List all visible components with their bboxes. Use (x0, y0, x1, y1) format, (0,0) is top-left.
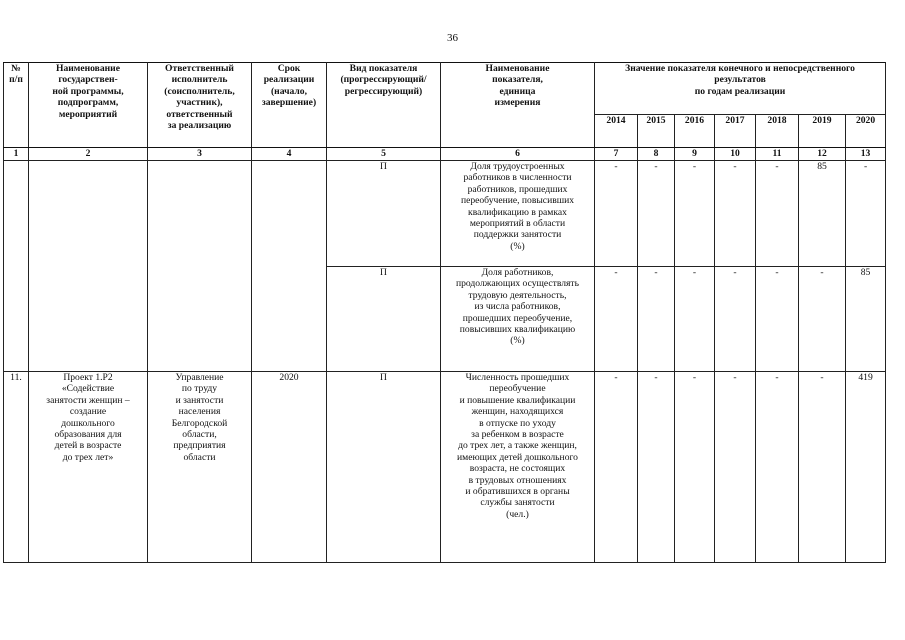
header-indicator-type: Вид показателя (прогрессирующий/ регрессирующий) (327, 63, 441, 148)
value-cell: - (715, 267, 756, 372)
column-number: 11 (756, 148, 799, 161)
column-number: 6 (441, 148, 595, 161)
header-row (4, 63, 886, 115)
column-number: 12 (799, 148, 846, 161)
header-term: Срок реализации (начало, завершение) (252, 63, 327, 148)
value-cell: - (675, 267, 715, 372)
indicator-name-cell: Доля работников, продолжающих осуществлять трудовую деятельность, из числа работников, прошедших переобучение, повысивших квалификацию (%) (441, 267, 595, 372)
indicator-name-cell: Доля трудоустроенных работников в численности работников, прошедших переобучение, повысивших квалификацию в рамках мероприятий в области поддержки занятости (%) (441, 161, 595, 267)
indicator-type-cell: П (327, 161, 441, 267)
value-cell: - (595, 161, 638, 267)
header-year: 2019 (799, 115, 846, 148)
value-cell: - (638, 267, 675, 372)
column-number: 3 (148, 148, 252, 161)
column-number: 9 (675, 148, 715, 161)
header-year: 2014 (595, 115, 638, 148)
value-cell: - (715, 161, 756, 267)
column-number: 7 (595, 148, 638, 161)
value-cell: - (675, 161, 715, 267)
table-row (4, 161, 886, 267)
column-number: 10 (715, 148, 756, 161)
empty-cell (148, 161, 252, 372)
empty-cell (4, 161, 29, 372)
header-year: 2016 (675, 115, 715, 148)
value-cell: - (638, 161, 675, 267)
value-cell: - (799, 372, 846, 563)
header-year: 2015 (638, 115, 675, 148)
header-year: 2020 (846, 115, 886, 148)
value-cell: - (799, 267, 846, 372)
header-program: Наименование государствен- ной программы, подпрограмм, мероприятий (29, 63, 148, 148)
indicators-table (3, 62, 886, 563)
column-number: 2 (29, 148, 148, 161)
value-cell: - (756, 161, 799, 267)
row-number-cell: 11. (4, 372, 29, 563)
column-number: 5 (327, 148, 441, 161)
value-cell: - (638, 372, 675, 563)
column-number: 13 (846, 148, 886, 161)
table-row (4, 372, 886, 563)
empty-cell (29, 161, 148, 372)
value-cell: 419 (846, 372, 886, 563)
value-cell: 85 (799, 161, 846, 267)
indicator-name-cell: Численность прошедших переобучение и повышение квалификации женщин, находящихся в отпуске по уходу за ребенком в возрасте до трех лет, а также женщин, имеющих детей дошкольного возраста, не состоящих в трудовых отношениях и обратившихся в органы службы занятости (чел.) (441, 372, 595, 563)
indicator-type-cell: П (327, 372, 441, 563)
header-indicator-name: Наименование показателя, единица измерения (441, 63, 595, 148)
value-cell: 85 (846, 267, 886, 372)
responsible-cell: Управление по труду и занятости населения Белгородской области, предприятия области (148, 372, 252, 563)
empty-cell (252, 161, 327, 372)
header-year: 2017 (715, 115, 756, 148)
column-numbers-row (4, 148, 886, 161)
value-cell: - (756, 267, 799, 372)
value-cell: - (715, 372, 756, 563)
value-cell: - (675, 372, 715, 563)
page-number: 36 (447, 32, 458, 44)
program-name-cell: Проект 1.Р2 «Содействие занятости женщин – создание дошкольного образования для детей в возрасте до трех лет» (29, 372, 148, 563)
column-number: 1 (4, 148, 29, 161)
header-responsible: Ответственный исполнитель (соисполнитель, участник), ответственный за реализацию (148, 63, 252, 148)
header-number: № п/п (4, 63, 29, 148)
value-cell: - (595, 267, 638, 372)
indicator-type-cell: П (327, 267, 441, 372)
value-cell: - (595, 372, 638, 563)
header-year: 2018 (756, 115, 799, 148)
header-values-group: Значение показателя конечного и непосредственного результатов по годам реализации (595, 63, 886, 115)
value-cell: - (756, 372, 799, 563)
term-cell: 2020 (252, 372, 327, 563)
column-number: 4 (252, 148, 327, 161)
value-cell: - (846, 161, 886, 267)
column-number: 8 (638, 148, 675, 161)
